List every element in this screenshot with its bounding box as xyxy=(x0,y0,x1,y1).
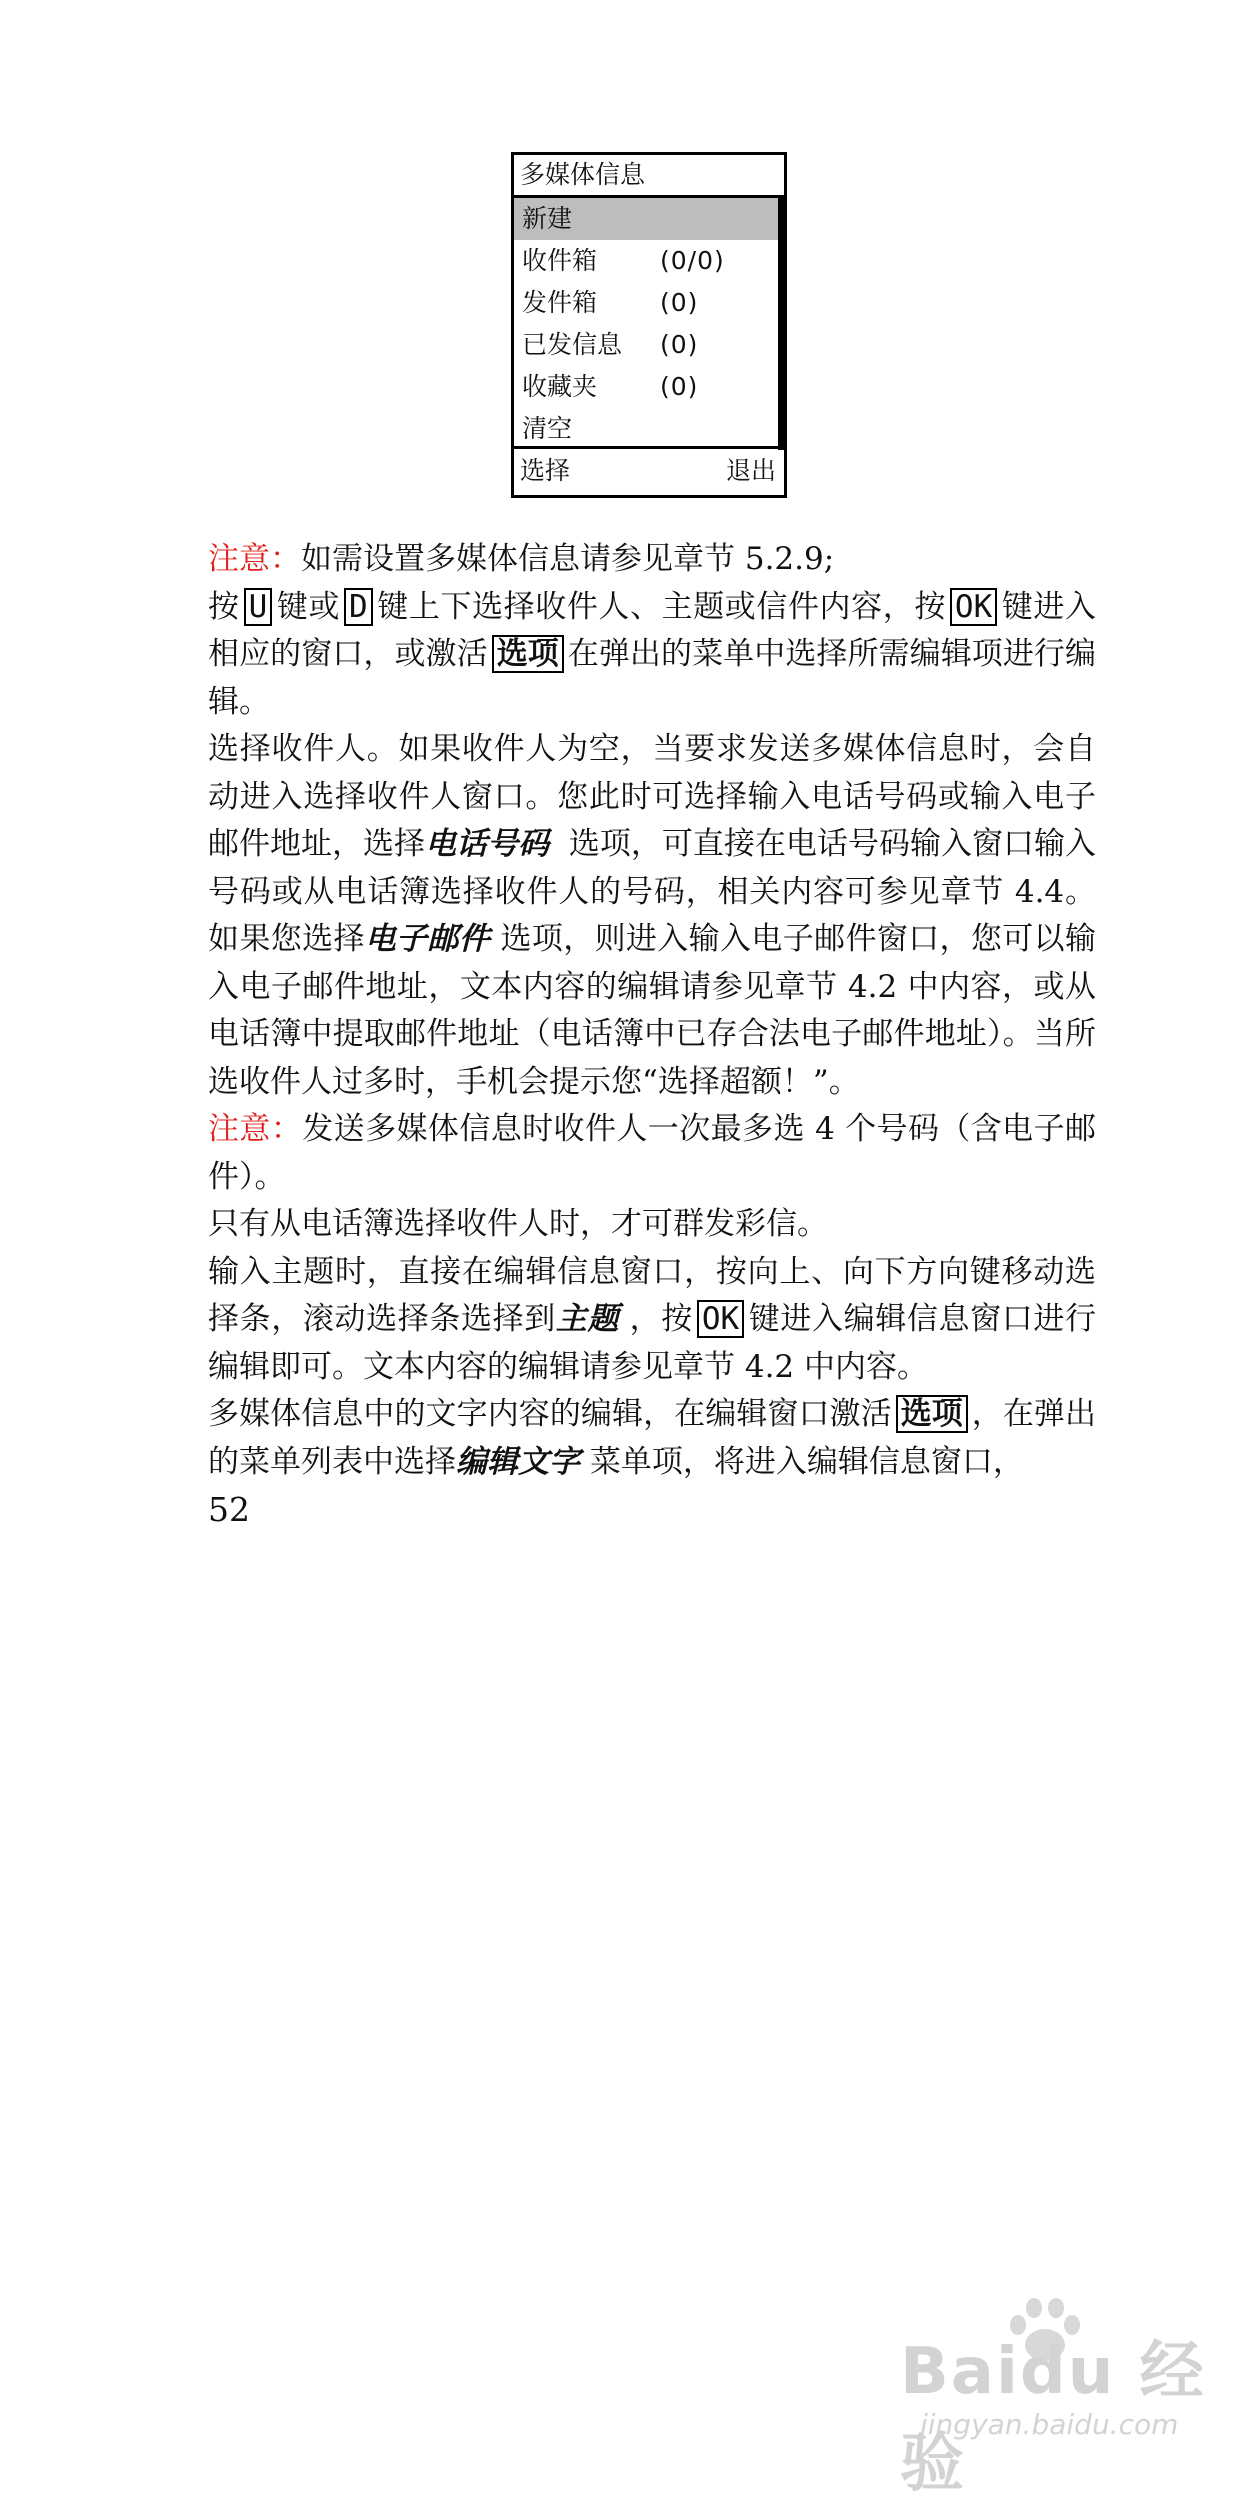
text-run: 选择收件人。如果收件人为空，当要求发送多媒体信息时，会自动进入选择收件人窗口。您此时可选择输入电话号码或输入电子邮件地址，选择 xyxy=(208,731,1096,862)
key-ok: OK xyxy=(950,588,997,626)
menu-item-inbox[interactable] xyxy=(514,240,778,282)
text-run: 输入主题时，直接在编辑信息窗口，按向上、向下方向键移动选择条，滚动选择条选择到 xyxy=(208,1253,1096,1337)
menu-item-count: (0) xyxy=(660,330,699,359)
text-run: 键进入相应的窗口，或激活 xyxy=(208,588,1097,672)
phone-screen xyxy=(511,152,787,498)
key-d: D xyxy=(344,588,373,626)
text-run: 键或 xyxy=(276,588,341,625)
note-label: 注意： xyxy=(208,541,301,577)
menu-item-label: 收件箱 xyxy=(522,246,598,275)
menu-item-count: (0) xyxy=(660,288,699,317)
text-run: 多媒体信息中的文字内容的编辑，在编辑窗口激活 xyxy=(208,1396,892,1432)
menu-item-count: (0) xyxy=(660,372,699,401)
term-edit-text: 编辑文字 xyxy=(456,1443,580,1480)
note-text: 如需设置多媒体信息请参见章节 5.2.9; xyxy=(301,541,835,577)
key-u: U xyxy=(244,588,273,626)
menu-item-count: (0/0) xyxy=(660,246,725,275)
watermark-url: jingyan.baidu.com xyxy=(920,2408,1179,2441)
paragraph-keys xyxy=(208,584,1096,727)
phone-title: 多媒体信息 xyxy=(514,155,784,198)
note-paragraph xyxy=(208,536,1096,584)
softkey-bar xyxy=(514,446,784,495)
paragraph-recipient xyxy=(208,726,1096,1106)
menu-item-label: 收藏夹 xyxy=(522,372,598,401)
key-ok: OK xyxy=(697,1300,744,1338)
menu-item-clear[interactable] xyxy=(514,408,778,450)
text-run: 按 xyxy=(208,588,240,625)
paragraph-subject xyxy=(208,1249,1096,1392)
menu-item-label: 清空 xyxy=(522,414,573,443)
text-run: ，在弹出的菜单列表中选择 xyxy=(208,1396,1097,1480)
menu-item-outbox[interactable] xyxy=(514,282,778,324)
text-run: 选项，可直接在电话号码输入窗口输入号码或从电话簿选择收件人的号码，相关内容可参见章节 4.4。如果您选择 xyxy=(208,826,1097,957)
watermark-logo: Baidu 经验 xyxy=(900,2335,1206,2501)
softkey-select[interactable]: 选择 xyxy=(520,456,571,485)
menu-item-label: 发件箱 xyxy=(522,288,598,317)
menu-item-favorites[interactable] xyxy=(514,366,778,408)
menu-item-new[interactable] xyxy=(514,198,778,240)
text-run: ，按 xyxy=(629,1301,693,1337)
key-options: 选项 xyxy=(492,635,564,673)
key-options: 选项 xyxy=(896,1395,968,1433)
text-run: 键进入编辑信息窗口进行编辑即可。文本内容的编辑请参见章节 4.2 中内容。 xyxy=(208,1301,1097,1385)
manual-body xyxy=(208,536,1096,1486)
softkey-exit[interactable]: 退出 xyxy=(725,456,776,485)
term-subject: 主题 xyxy=(555,1301,620,1337)
menu-item-label: 已发信息 xyxy=(522,330,623,359)
menu-item-label: 新建 xyxy=(522,204,573,233)
note-paragraph xyxy=(208,1106,1096,1201)
text-run: 选项，则进入输入电子邮件窗口，您可以输入电子邮件地址，文本内容的编辑请参见章节 4.2 中内容，或从电话簿中提取邮件地址（电话簿中已存合法电子邮件地址）。当所选收件人过多时，手机会提示您“选择超额！”。 xyxy=(208,921,1097,1100)
text-run: 在弹出的菜单中选择所需编辑项进行编辑。 xyxy=(208,636,1097,720)
note-label: 注意： xyxy=(208,1111,303,1147)
term-phone-number: 电话号码 xyxy=(425,826,550,862)
paragraph-group-send: 只有从电话簿选择收件人时，才可群发彩信。 xyxy=(208,1206,828,1242)
note-text: 发送多媒体信息时收件人一次最多选 4 个号码（含电子邮件）。 xyxy=(208,1111,1097,1195)
paragraph-edit-text xyxy=(208,1391,1096,1486)
watermark xyxy=(890,2320,1210,2501)
page-number: 52 xyxy=(208,1490,250,1529)
menu-item-sent[interactable] xyxy=(514,324,778,366)
text-run: 键上下选择收件人、主题或信件内容，按 xyxy=(376,588,946,625)
phone-menu-list xyxy=(514,198,784,450)
term-email: 电子邮件 xyxy=(364,921,491,957)
text-run: 菜单项，将进入编辑信息窗口， xyxy=(589,1443,1024,1480)
